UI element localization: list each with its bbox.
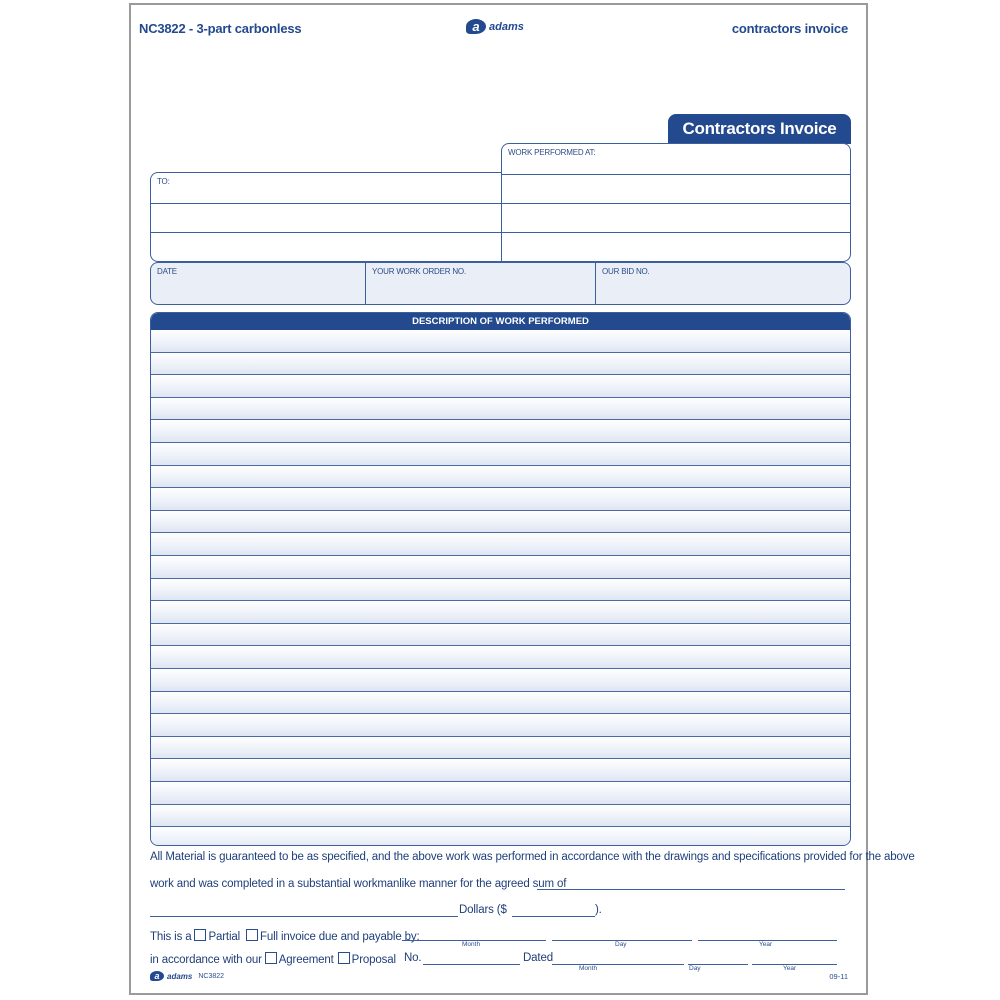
description-line[interactable]: [151, 398, 850, 421]
description-header: DESCRIPTION OF WORK PERFORMED: [151, 313, 850, 330]
description-line[interactable]: [151, 511, 850, 534]
full-invoice-checkbox[interactable]: [246, 929, 258, 941]
agreed-sum-line[interactable]: [537, 889, 845, 890]
dollars-amount-line[interactable]: [512, 916, 595, 917]
revision-code: 09-11: [829, 972, 848, 981]
dated-label: Dated: [523, 952, 553, 964]
dated-day-caption: Day: [689, 965, 701, 972]
due-year-caption: Year: [759, 941, 773, 948]
work-performed-at-line: [502, 232, 850, 233]
this-is-a-label: This is a: [150, 931, 192, 943]
invoice-form-sheet: [129, 3, 915, 995]
description-line[interactable]: [151, 692, 850, 715]
partial-checkbox[interactable]: [194, 929, 206, 941]
description-line[interactable]: [151, 330, 850, 353]
work-performed-at-box[interactable]: [501, 143, 851, 262]
partial-label: Partial: [208, 931, 241, 943]
agreement-label: Agreement: [278, 954, 334, 966]
footer-brand-name: adams: [167, 971, 193, 981]
agreement-checkbox[interactable]: [265, 952, 277, 964]
to-line: [151, 232, 502, 233]
date-label: DATE: [157, 267, 177, 276]
product-type: contractors invoice: [731, 21, 848, 36]
dated-month-line[interactable]: [552, 964, 684, 965]
dated-month-caption: Month: [579, 965, 598, 972]
description-line[interactable]: [151, 601, 850, 624]
brand-name: adams: [489, 20, 524, 33]
accordance-row: [150, 952, 396, 966]
description-line[interactable]: [151, 375, 850, 398]
adams-logo-icon: a: [150, 971, 164, 981]
description-line[interactable]: [151, 443, 850, 466]
date-field[interactable]: [151, 263, 366, 304]
description-lines: [151, 330, 850, 845]
accordance-label: in accordance with our: [150, 954, 262, 966]
product-code: NC3822 - 3-part carbonless: [139, 21, 302, 36]
description-line[interactable]: [151, 420, 850, 443]
due-month-caption: Month: [462, 941, 481, 948]
description-line[interactable]: [151, 624, 850, 647]
work-performed-at-line: [502, 203, 850, 204]
description-line[interactable]: [151, 556, 850, 579]
description-line[interactable]: [151, 759, 850, 782]
description-line[interactable]: [151, 669, 850, 692]
guarantee-text-line2: work and was completed in a substantial workmanlike manner for the agreed sum of: [150, 878, 567, 890]
bid-label: OUR BID NO.: [602, 267, 650, 276]
dollars-label: Dollars ($: [459, 904, 507, 916]
no-label: No.: [404, 952, 422, 964]
footer-brand: [150, 971, 224, 981]
description-line[interactable]: [151, 579, 850, 602]
description-line[interactable]: [151, 827, 850, 846]
proposal-checkbox[interactable]: [338, 952, 350, 964]
description-line[interactable]: [151, 782, 850, 805]
invoice-type-row: [150, 929, 420, 943]
form-title: Contractors Invoice: [668, 114, 851, 144]
brand-logo: [466, 19, 524, 34]
description-line[interactable]: [151, 488, 850, 511]
amount-words-line[interactable]: [150, 916, 458, 917]
work-performed-at-label: WORK PERFORMED AT:: [508, 148, 596, 157]
order-info-row: [150, 262, 851, 305]
description-line[interactable]: [151, 533, 850, 556]
to-box[interactable]: [150, 172, 502, 262]
description-line[interactable]: [151, 466, 850, 489]
work-order-label: YOUR WORK ORDER NO.: [372, 267, 466, 276]
guarantee-text-line1: All Material is guaranteed to be as specified, and the above work was performed in accordance with the drawings and specifications provided for the above: [150, 851, 915, 863]
proposal-label: Proposal: [351, 954, 396, 966]
adams-logo-icon: a: [466, 19, 486, 34]
to-line: [151, 203, 502, 204]
work-performed-at-line: [502, 174, 850, 175]
bid-field[interactable]: [596, 263, 850, 304]
full-invoice-label: Full invoice due and payable by:: [260, 931, 420, 943]
description-line[interactable]: [151, 805, 850, 828]
footer-form-code: NC3822: [198, 972, 225, 980]
description-line[interactable]: [151, 737, 850, 760]
dollars-close: ).: [595, 904, 602, 916]
description-line[interactable]: [151, 714, 850, 737]
to-label: TO:: [157, 177, 170, 186]
dated-year-caption: Year: [783, 965, 797, 972]
description-line[interactable]: [151, 646, 850, 669]
agreement-number-line[interactable]: [423, 964, 520, 965]
description-line[interactable]: [151, 353, 850, 376]
description-box[interactable]: [150, 312, 851, 846]
due-day-caption: Day: [615, 941, 627, 948]
work-order-field[interactable]: [366, 263, 596, 304]
